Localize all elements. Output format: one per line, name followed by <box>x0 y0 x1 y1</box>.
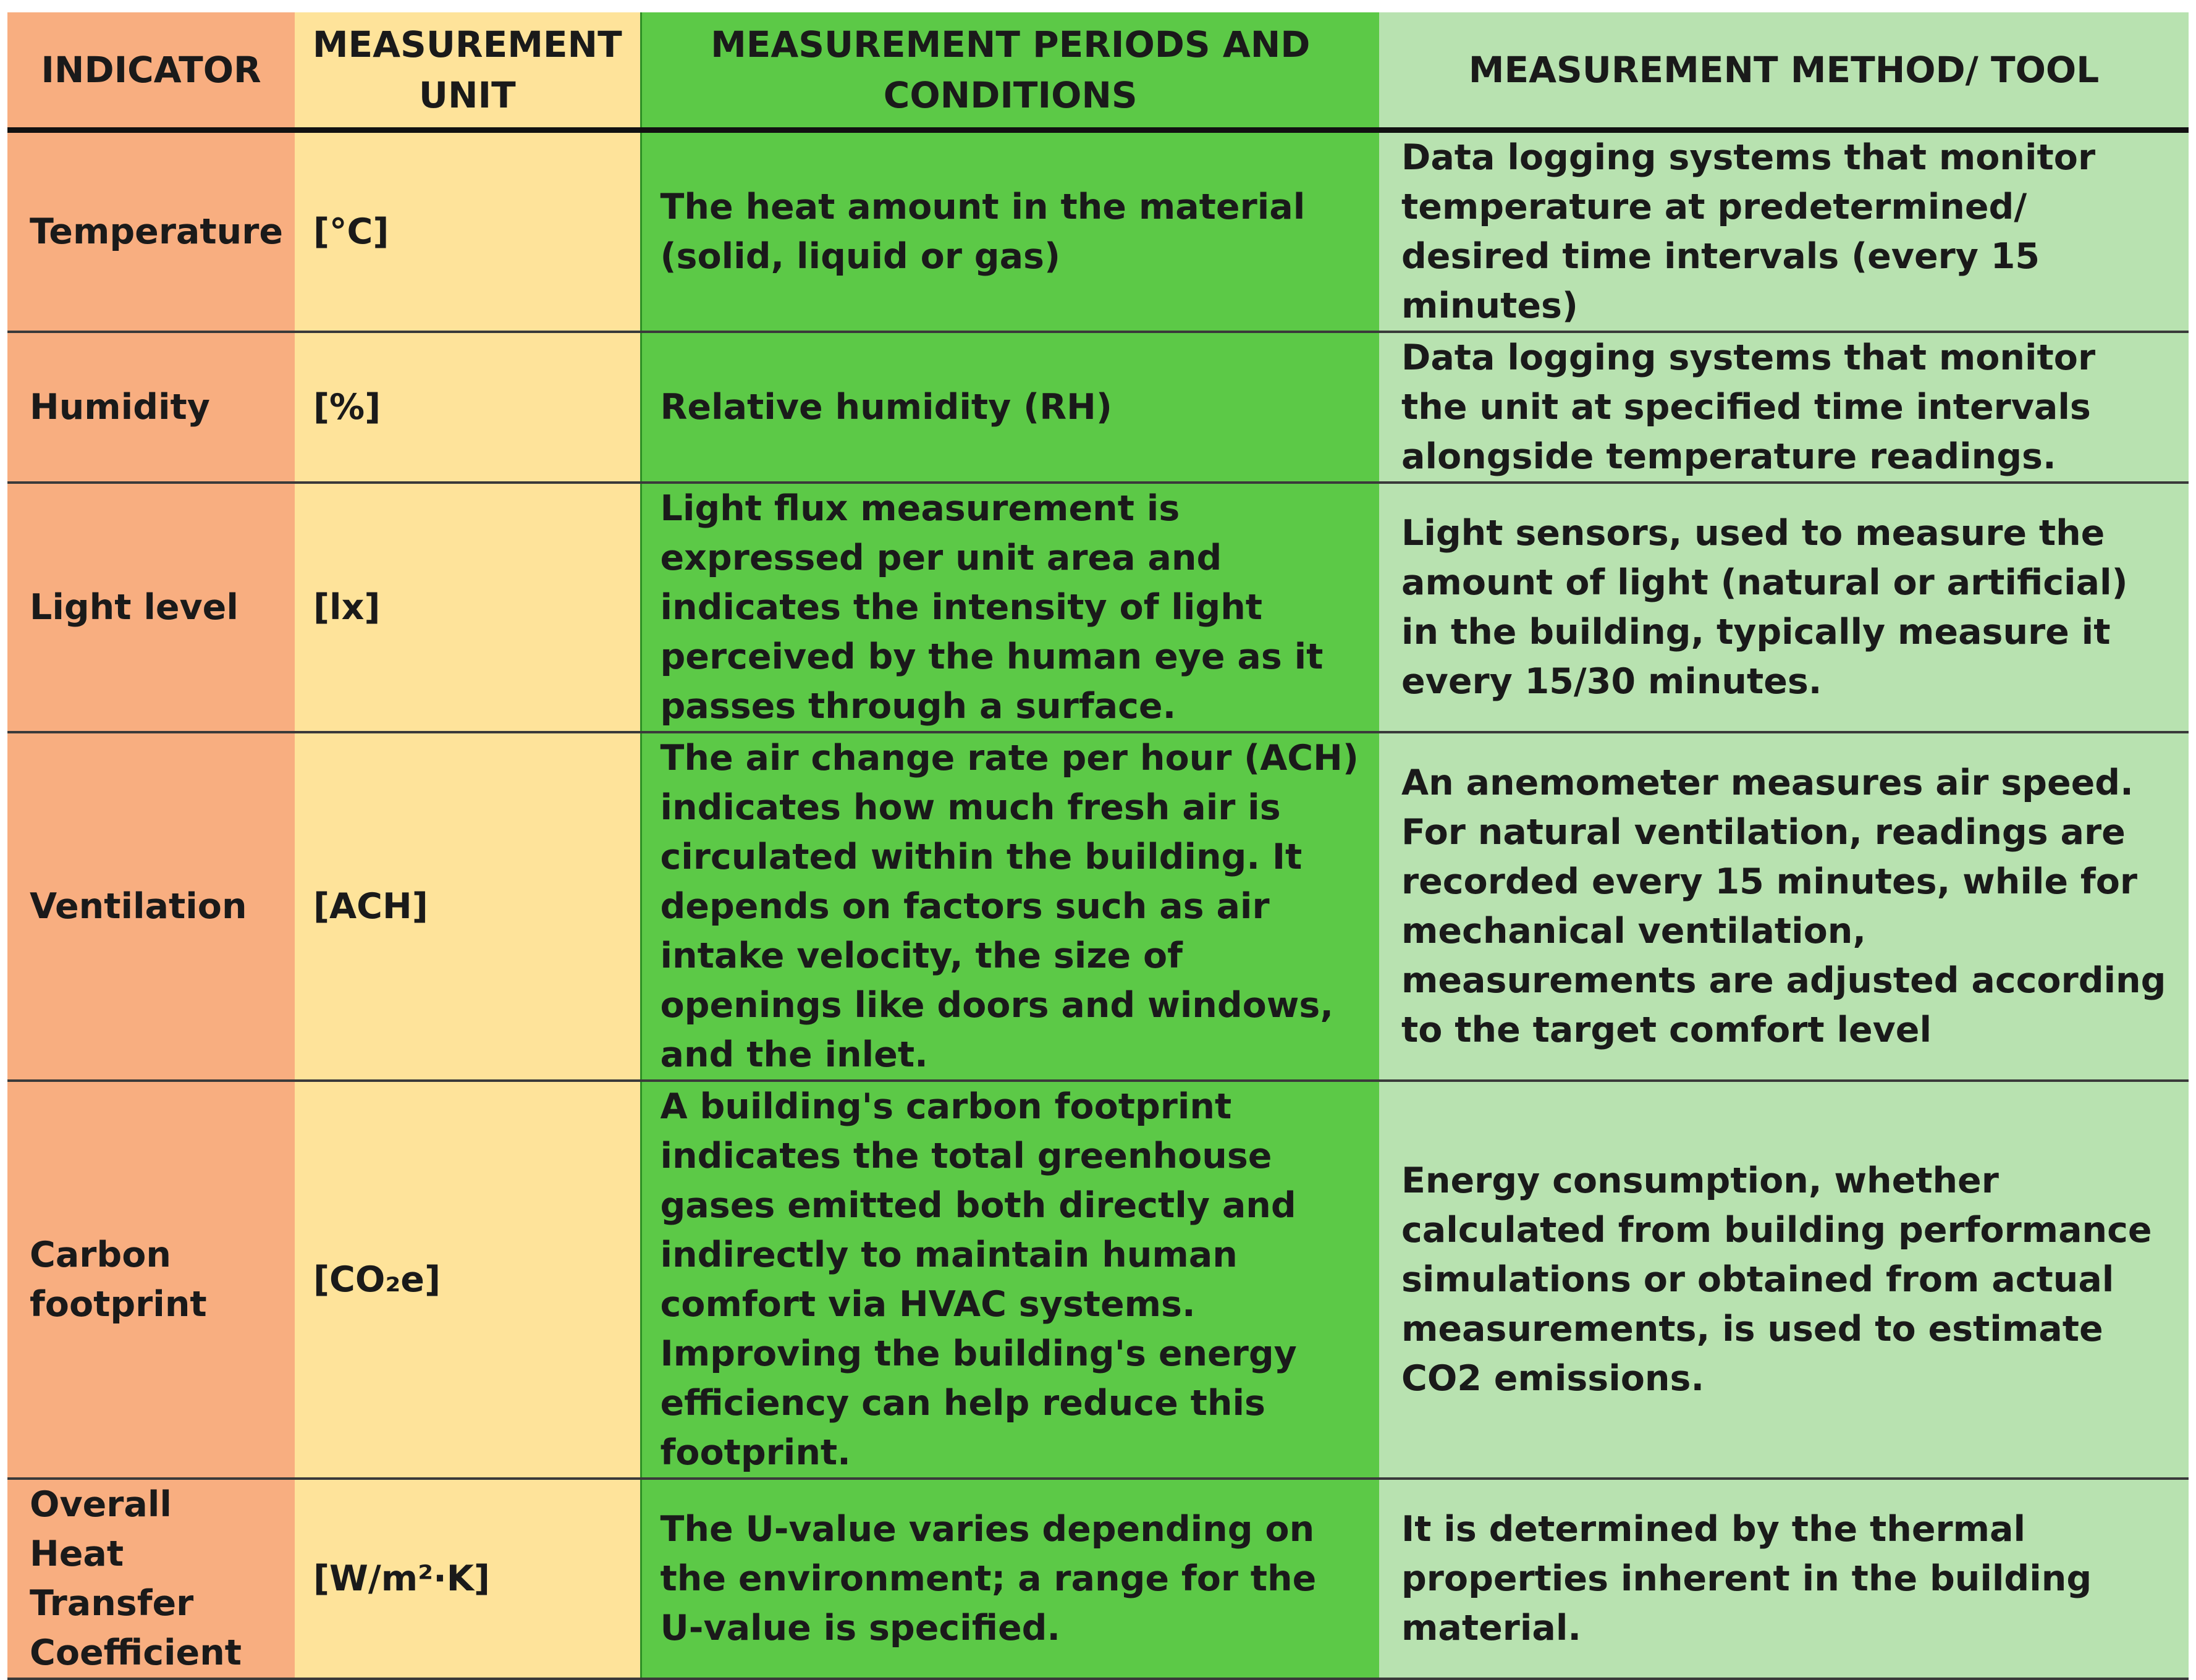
header-unit: MEASUREMENT UNIT <box>295 12 641 130</box>
header-method: MEASUREMENT METHOD/ TOOL <box>1379 12 2189 130</box>
indicator-cell: Overall Heat Transfer Coefficient <box>7 1479 295 1679</box>
indicator-cell: Temperature <box>7 130 295 332</box>
unit-cell: [lx] <box>295 483 641 732</box>
indicator-cell: Light level <box>7 483 295 732</box>
table-row <box>7 332 2189 483</box>
method-cell: It is determined by the thermal properties inherent in the building material. <box>1379 1479 2189 1679</box>
table-row <box>7 483 2189 732</box>
unit-cell: [ACH] <box>295 732 641 1081</box>
method-cell: Data logging systems that monitor the unit at specified time intervals alongside temperature readings. <box>1379 332 2189 483</box>
table-row <box>7 1081 2189 1479</box>
indicator-cell: Humidity <box>7 332 295 483</box>
unit-cell: [%] <box>295 332 641 483</box>
header-indicator: INDICATOR <box>7 12 295 130</box>
table-row <box>7 732 2189 1081</box>
periods-cell: The U-value varies depending on the environment; a range for the U-value is specified. <box>641 1479 1379 1679</box>
header-periods: MEASUREMENT PERIODS AND CONDITIONS <box>641 12 1379 130</box>
table-row <box>7 130 2189 332</box>
indicator-cell: Ventilation <box>7 732 295 1081</box>
method-cell: Energy consumption, whether calculated from building performance simulations or obtained from actual measurements, is used to estimate CO2 emissions. <box>1379 1081 2189 1479</box>
periods-cell: Relative humidity (RH) <box>641 332 1379 483</box>
table-header <box>7 12 2189 130</box>
indicator-cell: Carbon footprint <box>7 1081 295 1479</box>
method-cell: An anemometer measures air speed. For natural ventilation, readings are recorded every 15 minutes, while for mechanical ventilation, measurements are adjusted according to the target comfort level <box>1379 732 2189 1081</box>
unit-cell: [W/m²·K] <box>295 1479 641 1679</box>
unit-cell: [CO₂e] <box>295 1081 641 1479</box>
unit-cell: [°C] <box>295 130 641 332</box>
method-cell: Data logging systems that monitor temperature at predetermined/ desired time intervals (every 15 minutes) <box>1379 130 2189 332</box>
periods-cell: The heat amount in the material (solid, liquid or gas) <box>641 130 1379 332</box>
periods-cell: Light flux measurement is expressed per unit area and indicates the intensity of light perceived by the human eye as it passes through a surface. <box>641 483 1379 732</box>
periods-cell: The air change rate per hour (ACH) indicates how much fresh air is circulated within the building. It depends on factors such as air intake velocity, the size of openings like doors and windows, and the inlet. <box>641 732 1379 1081</box>
method-cell: Light sensors, used to measure the amount of light (natural or artificial) in the building, typically measure it every 15/30 minutes. <box>1379 483 2189 732</box>
table-row <box>7 1479 2189 1679</box>
header-row <box>7 12 2189 130</box>
periods-cell: A building's carbon footprint indicates the total greenhouse gases emitted both directly and indirectly to maintain human comfort via HVAC systems. Improving the building's energy efficiency can help reduce this footprint. <box>641 1081 1379 1479</box>
measurement-table <box>7 12 2189 1680</box>
table-body <box>7 130 2189 1679</box>
